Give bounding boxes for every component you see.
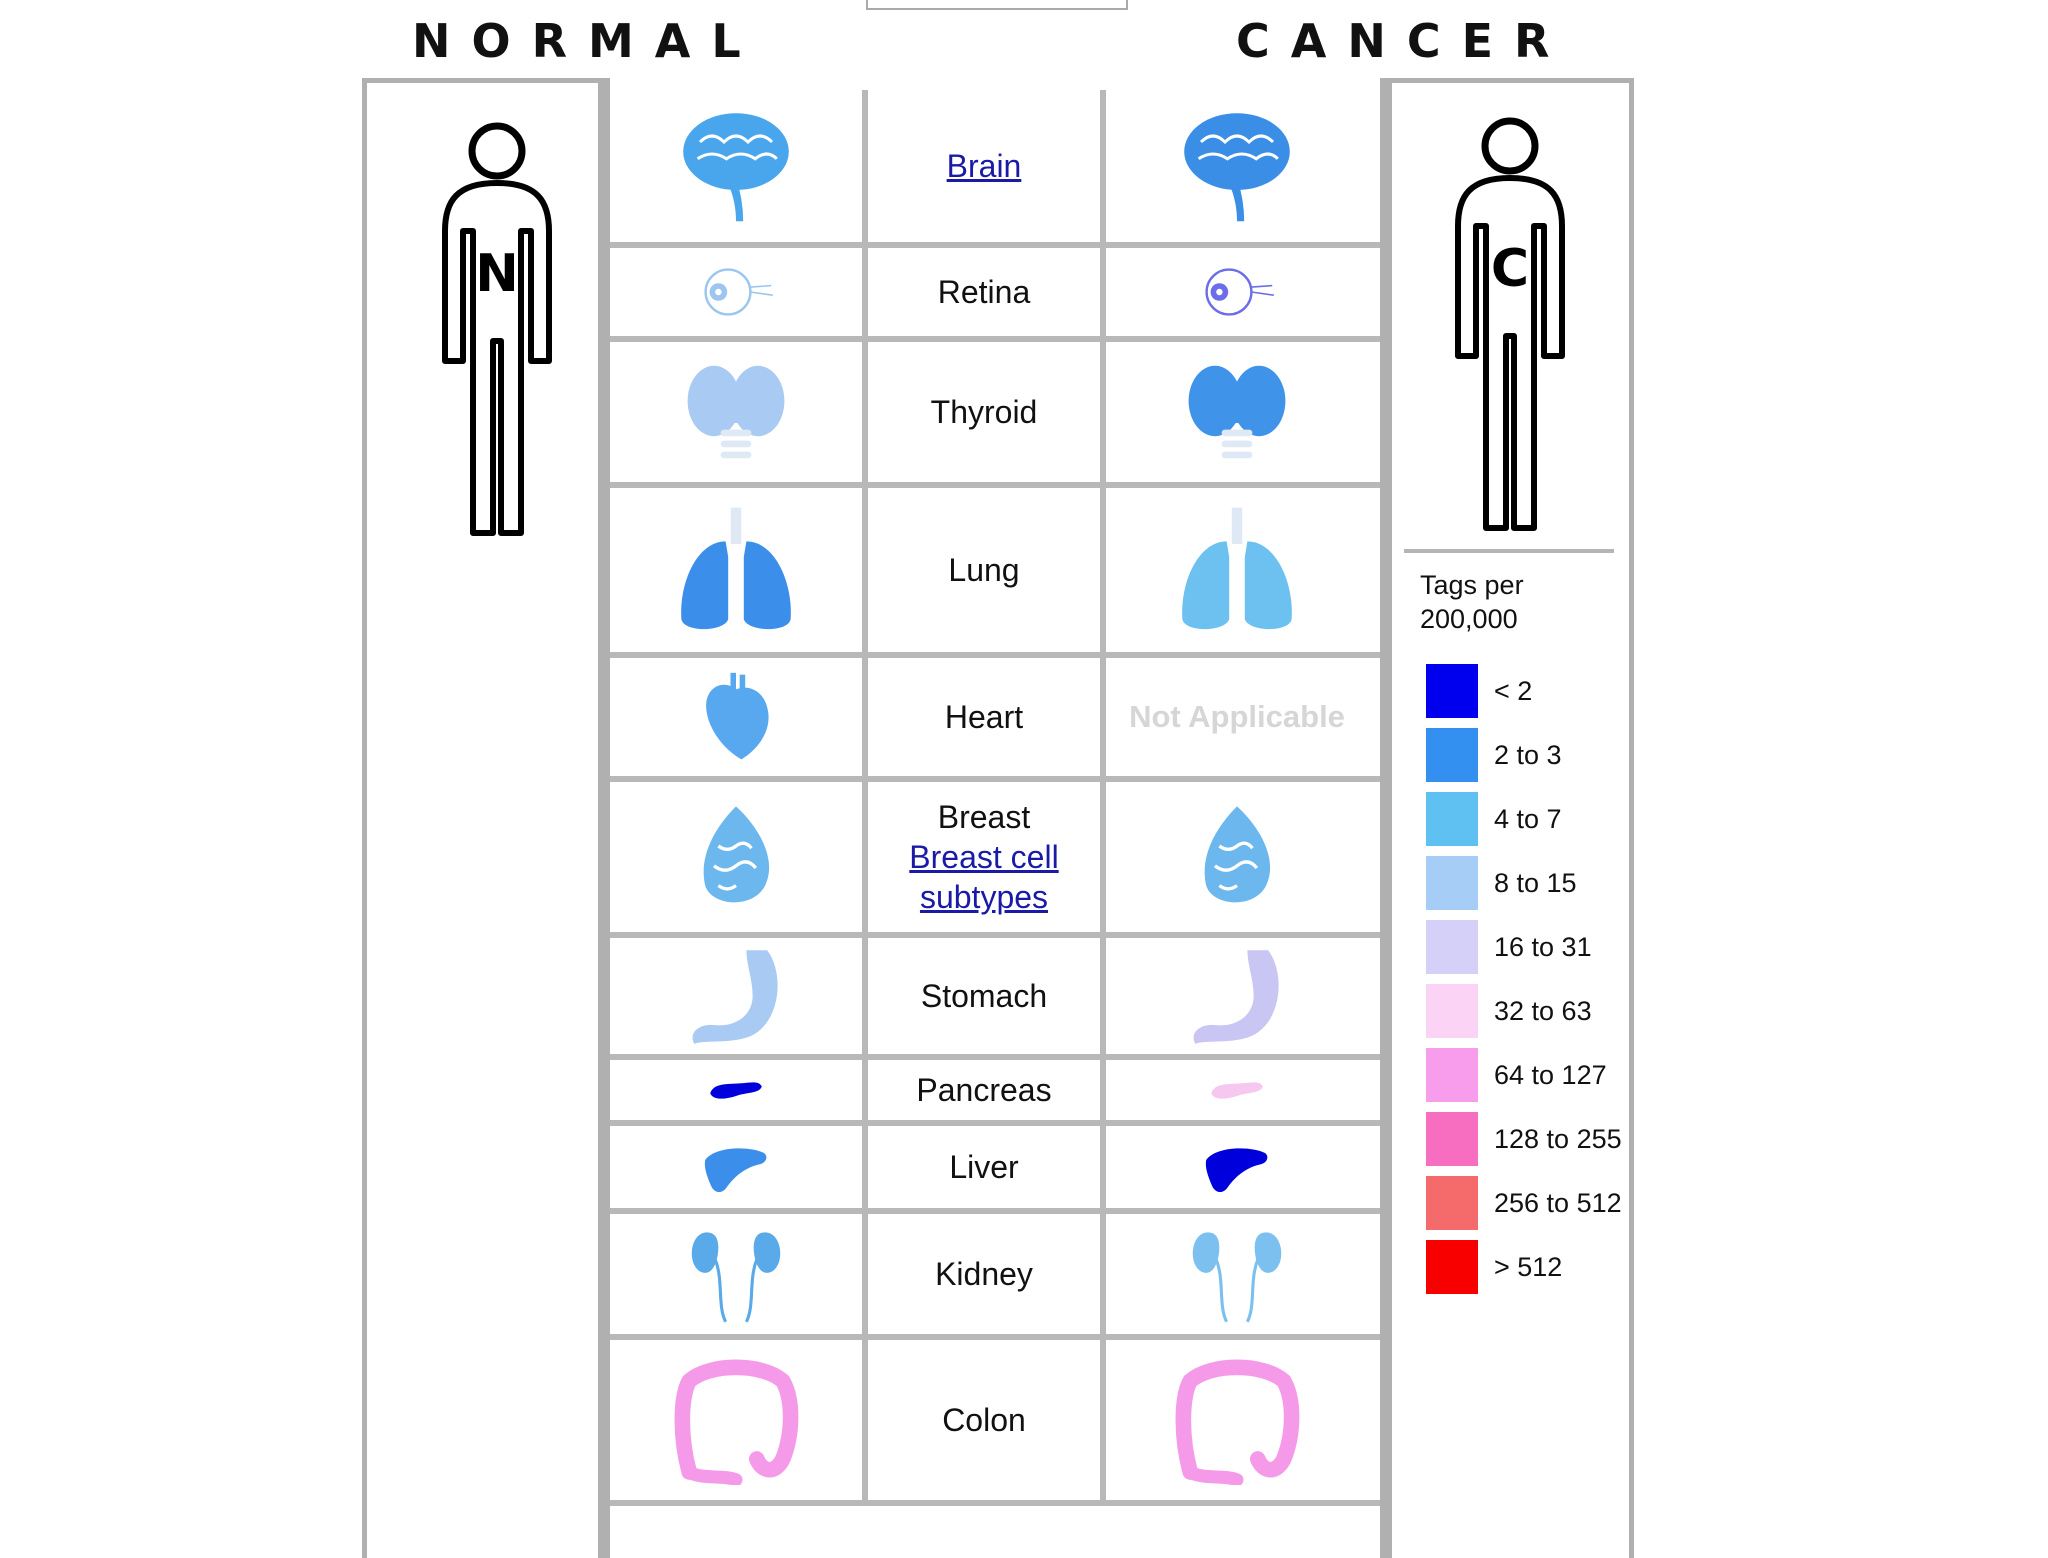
cancer-lung-cell	[1106, 488, 1368, 652]
cancer-kidney-icon	[1185, 1222, 1289, 1326]
normal-liver-icon	[701, 1132, 771, 1202]
organ-table	[610, 90, 1380, 1506]
heart-label-cell	[868, 658, 1106, 776]
normal-lung-icon	[671, 505, 801, 635]
lung-label-cell	[868, 488, 1106, 652]
normal-colon-icon	[671, 1355, 801, 1485]
heart-label: Heart	[944, 699, 1024, 735]
normal-figure-panel	[362, 78, 598, 1558]
brain-label-cell	[868, 90, 1106, 242]
organ-row-brain	[610, 90, 1380, 248]
cancer-kidney-cell	[1106, 1214, 1368, 1334]
legend-item	[1426, 1048, 1607, 1102]
organ-row-thyroid	[610, 342, 1380, 488]
legend-title-line2: 200,000	[1420, 604, 1518, 634]
pancreas-label: Pancreas	[916, 1072, 1052, 1108]
breast-label-cell	[868, 782, 1106, 932]
cancer-heading: CANCER	[1236, 14, 1571, 68]
legend-item	[1426, 856, 1577, 910]
thyroid-label: Thyroid	[930, 394, 1038, 430]
legend-swatch	[1426, 984, 1478, 1038]
cancer-brain-cell	[1106, 90, 1368, 242]
cancer-colon-icon	[1172, 1355, 1302, 1485]
cancer-colon-cell	[1106, 1340, 1368, 1500]
cancer-retina-icon	[1197, 252, 1277, 332]
top-tab-outline	[866, 0, 1128, 10]
normal-colon-cell	[610, 1340, 868, 1500]
grid-border-left	[598, 78, 610, 1558]
normal-pancreas-icon	[708, 1062, 764, 1118]
legend-label: 128 to 255	[1494, 1123, 1622, 1154]
normal-breast-cell	[610, 782, 868, 932]
cancer-figure-letter: C	[1490, 239, 1530, 299]
cancer-stomach-icon	[1185, 944, 1289, 1048]
legend-swatch	[1426, 1048, 1478, 1102]
legend-label: 256 to 512	[1494, 1187, 1622, 1218]
normal-lung-cell	[610, 488, 868, 652]
kidney-label-cell	[868, 1214, 1106, 1334]
legend-label: 16 to 31	[1494, 931, 1592, 962]
legend-divider	[1404, 549, 1614, 553]
normal-figure-letter: N	[475, 244, 519, 304]
legend-swatch	[1426, 792, 1478, 846]
grid-border-right	[1380, 78, 1392, 1558]
normal-thyroid-icon	[681, 357, 791, 467]
legend-label: 2 to 3	[1494, 739, 1562, 770]
legend-swatch	[1426, 1112, 1478, 1166]
not-applicable-text: Not Applicable	[1129, 699, 1345, 734]
organ-row-liver	[610, 1126, 1380, 1214]
retina-label: Retina	[937, 274, 1031, 310]
brain-link[interactable]: Brain	[946, 148, 1022, 184]
normal-liver-cell	[610, 1126, 868, 1208]
legend-item	[1426, 984, 1592, 1038]
stomach-label-cell	[868, 938, 1106, 1054]
cancer-brain-icon	[1177, 106, 1297, 226]
normal-pancreas-cell	[610, 1060, 868, 1120]
breast-label: Breast	[937, 799, 1031, 835]
cancer-retina-cell	[1106, 248, 1368, 336]
cancer-thyroid-cell	[1106, 342, 1368, 482]
cancer-thyroid-icon	[1182, 357, 1292, 467]
cancer-heart-cell	[1106, 658, 1368, 776]
organ-row-colon	[610, 1340, 1380, 1506]
normal-person-icon	[427, 101, 567, 541]
legend-label: 8 to 15	[1494, 867, 1577, 898]
legend-swatch	[1426, 1176, 1478, 1230]
cancer-pancreas-icon	[1209, 1062, 1265, 1118]
legend-label: 64 to 127	[1494, 1059, 1607, 1090]
organ-row-heart	[610, 658, 1380, 782]
normal-thyroid-cell	[610, 342, 868, 482]
liver-label-cell	[868, 1126, 1106, 1208]
kidney-label: Kidney	[935, 1256, 1033, 1292]
organ-row-kidney	[610, 1214, 1380, 1340]
thyroid-label-cell	[868, 342, 1106, 482]
lung-label: Lung	[948, 552, 1020, 588]
liver-label: Liver	[949, 1149, 1019, 1185]
cancer-lung-icon	[1172, 505, 1302, 635]
normal-heart-icon	[690, 671, 782, 763]
pancreas-label-cell	[868, 1060, 1106, 1120]
cancer-breast-cell	[1106, 782, 1368, 932]
breast-cell-subtypes-link[interactable]: Breast cell	[909, 839, 1059, 875]
legend-item	[1426, 664, 1532, 718]
cancer-liver-icon	[1202, 1132, 1272, 1202]
organ-row-stomach	[610, 938, 1380, 1060]
legend-label: > 512	[1494, 1251, 1563, 1282]
legend-title	[1420, 568, 1524, 636]
legend-item	[1426, 1112, 1622, 1166]
normal-brain-cell	[610, 90, 868, 242]
legend-label: 4 to 7	[1494, 803, 1562, 834]
normal-breast-icon	[681, 802, 791, 912]
legend-swatch	[1426, 856, 1478, 910]
normal-retina-icon	[696, 252, 776, 332]
legend-swatch	[1426, 1240, 1478, 1294]
legend-label: 32 to 63	[1494, 995, 1592, 1026]
stomach-label: Stomach	[920, 978, 1048, 1014]
legend-swatch	[1426, 920, 1478, 974]
normal-brain-icon	[676, 106, 796, 226]
cancer-stomach-cell	[1106, 938, 1368, 1054]
organ-row-retina	[610, 248, 1380, 342]
cancer-pancreas-cell	[1106, 1060, 1368, 1120]
legend-item	[1426, 1240, 1562, 1294]
legend-label: < 2	[1494, 675, 1533, 706]
normal-kidney-cell	[610, 1214, 868, 1334]
cancer-person-icon	[1440, 96, 1580, 536]
organ-row-pancreas	[610, 1060, 1380, 1126]
legend-title-line1: Tags per	[1420, 570, 1524, 600]
organ-row-lung	[610, 488, 1380, 658]
cancer-liver-cell	[1106, 1126, 1368, 1208]
organ-row-breast	[610, 782, 1380, 938]
breast-cell-subtypes-link[interactable]: subtypes	[919, 879, 1049, 915]
legend-item	[1426, 1176, 1622, 1230]
normal-stomach-icon	[684, 944, 788, 1048]
normal-retina-cell	[610, 248, 868, 336]
normal-heart-cell	[610, 658, 868, 776]
normal-stomach-cell	[610, 938, 868, 1054]
retina-label-cell	[868, 248, 1106, 336]
colon-label: Colon	[942, 1402, 1026, 1438]
cancer-breast-icon	[1182, 802, 1292, 912]
legend-item	[1426, 920, 1592, 974]
legend-swatch	[1426, 728, 1478, 782]
legend-item	[1426, 728, 1562, 782]
legend-swatch	[1426, 664, 1478, 718]
legend-item	[1426, 792, 1562, 846]
normal-heading: NORMAL	[412, 14, 762, 68]
colon-label-cell	[868, 1340, 1106, 1500]
normal-kidney-icon	[684, 1222, 788, 1326]
